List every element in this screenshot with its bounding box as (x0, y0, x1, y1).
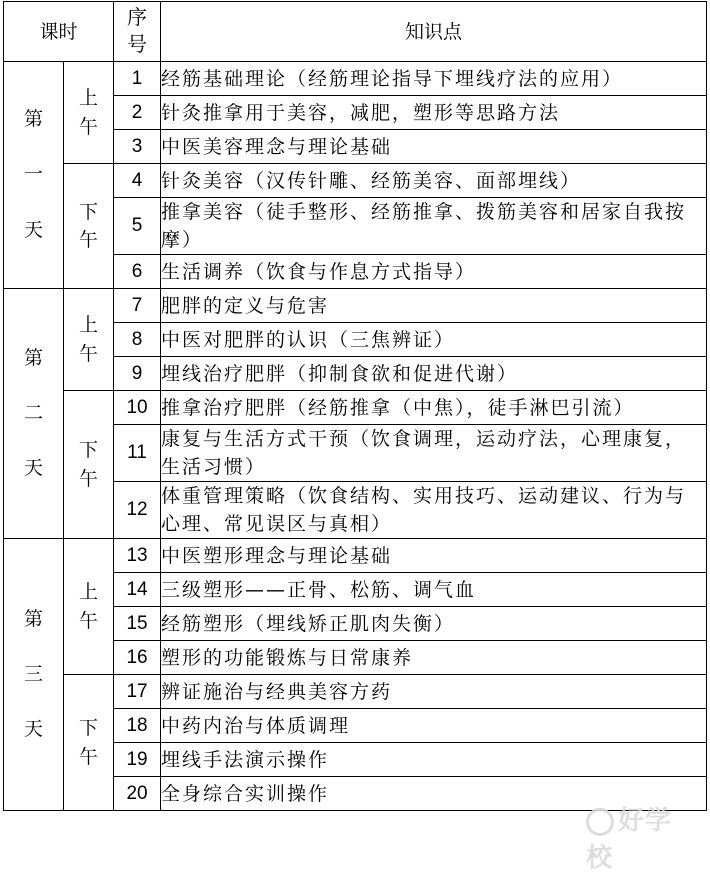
lesson-number: 1 (114, 62, 161, 96)
lesson-topic: 塑形的功能锻炼与日常康养 (161, 641, 707, 675)
day-label: 第一天 (23, 108, 43, 241)
lesson-number: 6 (114, 255, 161, 289)
lesson-topic: 中医对肥胖的认识（三焦辨证） (161, 323, 707, 357)
lesson-topic: 辨证施治与经典美容方药 (161, 675, 707, 709)
lesson-number: 18 (114, 709, 161, 743)
lesson-number: 11 (114, 425, 161, 482)
watermark-text: 好学校 (586, 806, 673, 873)
lesson-number: 20 (114, 777, 161, 811)
lesson-topic: 经筋基础理论（经筋理论指导下埋线疗法的应用） (161, 62, 707, 96)
lesson-number: 13 (114, 539, 161, 573)
lesson-topic: 针灸美容（汉传针雕、经筋美容、面部埋线） (161, 164, 707, 198)
lesson-number: 19 (114, 743, 161, 777)
header-seq-text: 序号 (127, 5, 148, 56)
header-seq (114, 2, 161, 62)
day-label-cell (4, 289, 64, 539)
half-day-label: 上午 (79, 314, 99, 365)
course-schedule-table (3, 1, 707, 811)
lesson-number: 16 (114, 641, 161, 675)
lesson-topic: 体重管理策略（饮食结构、实用技巧、运动建议、行为与心理、常见误区与真相） (161, 482, 707, 539)
lesson-number: 2 (114, 96, 161, 130)
half-day-label: 下午 (79, 439, 99, 490)
lesson-topic: 生活调养（饮食与作息方式指导） (161, 255, 707, 289)
half-day-cell (64, 539, 114, 675)
header-period-text: 课时 (39, 20, 78, 43)
half-day-cell (64, 62, 114, 164)
day-label: 第二天 (23, 346, 43, 480)
half-day-cell (64, 675, 114, 811)
half-day-label: 上午 (79, 581, 99, 632)
lesson-number: 17 (114, 675, 161, 709)
lesson-number: 8 (114, 323, 161, 357)
table-row (4, 289, 707, 323)
half-day-label: 上午 (79, 87, 99, 138)
table-row (4, 539, 707, 573)
half-day-cell (64, 391, 114, 539)
half-day-cell (64, 289, 114, 391)
lesson-topic: 推拿治疗肥胖（经筋推拿（中焦），徒手淋巴引流） (161, 391, 707, 425)
watermark (586, 800, 698, 873)
lesson-topic: 中医塑形理念与理论基础 (161, 539, 707, 573)
lesson-topic: 肥胖的定义与危害 (161, 289, 707, 323)
lesson-topic: 针灸推拿用于美容，减肥，塑形等思路方法 (161, 96, 707, 130)
table-row (4, 164, 707, 198)
lesson-topic: 三级塑形——正骨、松筋、调气血 (161, 573, 707, 607)
table-row (4, 391, 707, 425)
lesson-topic: 经筋塑形（埋线矫正肌肉失衡） (161, 607, 707, 641)
half-day-cell (64, 164, 114, 289)
table-row (4, 675, 707, 709)
header-knowledge (161, 2, 707, 62)
header-row (4, 2, 707, 62)
lesson-topic: 推拿美容（徒手整形、经筋推拿、拨筋美容和居家自我按摩） (161, 198, 707, 255)
lesson-number: 12 (114, 482, 161, 539)
lesson-number: 5 (114, 198, 161, 255)
lesson-number: 7 (114, 289, 161, 323)
table-row (4, 62, 707, 96)
day-label-cell (4, 539, 64, 811)
lesson-topic: 中医美容理念与理论基础 (161, 130, 707, 164)
half-day-label: 下午 (79, 717, 99, 768)
day-label: 第三天 (23, 607, 43, 741)
header-period (4, 2, 114, 62)
schedule-body (4, 2, 707, 811)
lesson-number: 9 (114, 357, 161, 391)
lesson-number: 10 (114, 391, 161, 425)
header-knowledge-text: 知识点 (405, 20, 463, 43)
lesson-number: 15 (114, 607, 161, 641)
day-label-cell (4, 62, 64, 289)
lesson-number: 4 (114, 164, 161, 198)
watermark-logo-icon (586, 808, 614, 836)
half-day-label: 下午 (79, 200, 99, 251)
lesson-number: 3 (114, 130, 161, 164)
lesson-topic: 康复与生活方式干预（饮食调理，运动疗法，心理康复，生活习惯） (161, 425, 707, 482)
lesson-number: 14 (114, 573, 161, 607)
lesson-topic: 埋线治疗肥胖（抑制食欲和促进代谢） (161, 357, 707, 391)
lesson-topic: 埋线手法演示操作 (161, 743, 707, 777)
lesson-topic: 全身综合实训操作 (161, 777, 707, 811)
lesson-topic: 中药内治与体质调理 (161, 709, 707, 743)
